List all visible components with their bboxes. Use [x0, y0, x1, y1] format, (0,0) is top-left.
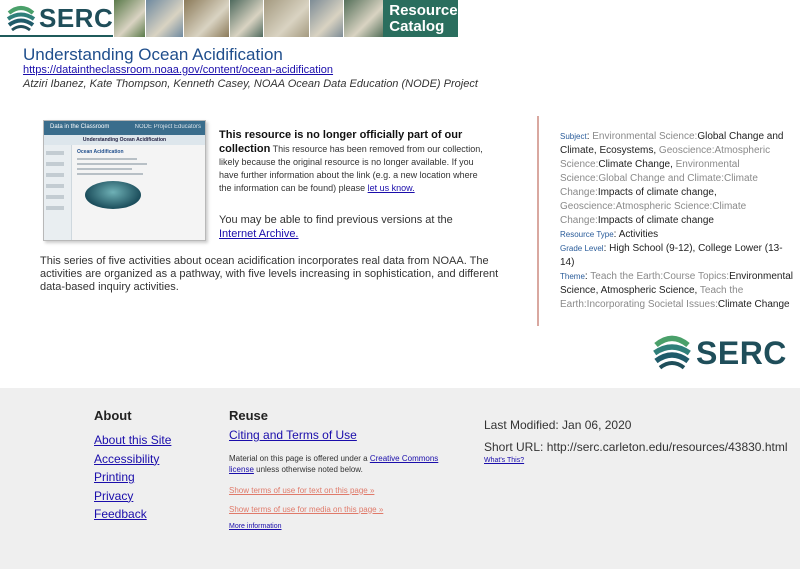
about-link-accessibility[interactable]: Accessibility [94, 451, 160, 466]
banner-photo [183, 0, 229, 37]
metadata-term: Environmental Science: [592, 131, 698, 142]
resource-authors: Atziri Ibanez, Kate Thompson, Kenneth Casey, NOAA Ocean Data Education (NODE) Project [23, 78, 478, 90]
about-link-feedback[interactable]: Feedback [94, 507, 147, 521]
serc-waves-icon [652, 333, 692, 373]
show-media-terms-link[interactable]: Show terms of use for media on this page » [229, 504, 384, 514]
internet-archive-link[interactable]: Internet Archive. [219, 228, 299, 240]
resource-type-row: Resource Type: Activities [560, 229, 659, 240]
resource-metadata [560, 130, 795, 312]
removed-notice [219, 128, 487, 195]
page-footer [0, 388, 800, 569]
thumbnail-heading: Ocean Acidification [77, 149, 124, 155]
serc-logo[interactable] [0, 0, 113, 37]
grade-level-label: Grade Level [560, 244, 604, 253]
theme-row: Theme: Teach the Earth:Course Topics:Environmental Science, Atmospheric Science, Teach the Earth:Incorporating Societal Issues:Climate Change [560, 271, 793, 310]
creative-commons-link[interactable]: Creative Commons license [229, 453, 439, 474]
banner-photo [309, 0, 343, 37]
footer-reuse [229, 408, 464, 530]
show-text-terms-link[interactable]: Show terms of use for text on this page » [229, 485, 375, 495]
thumbnail-content [72, 145, 205, 241]
metadata-term: Global Change and Climate, Ecosystems, [560, 131, 784, 156]
thumbnail-globe-image [85, 181, 141, 209]
grade-level-row: Grade Level: High School (9-12), College Lower (13-14) [560, 243, 783, 268]
metadata-term: Impacts of climate change, [597, 187, 717, 198]
metadata-term: Geoscience:Atmospheric Science:Climate Change: [560, 201, 747, 226]
banner-photo-strip [113, 0, 383, 37]
about-heading: About [94, 408, 132, 423]
resource-title: Understanding Ocean Acidification [23, 45, 283, 64]
whats-this-link[interactable]: What's This? [484, 457, 525, 464]
reuse-heading: Reuse [229, 408, 269, 423]
metadata-term: Climate Change, [598, 159, 676, 170]
last-modified: Last Modified: Jan 06, 2020 [484, 418, 632, 432]
license-text: Material on this page is offered under a [229, 453, 370, 463]
resource-catalog-label[interactable] [383, 0, 457, 37]
resource-description: This series of five activities about ocean acidification incorporates real data from NOAA. The activities are organized as a pathway, with five levels increasing in sophistication, and different data-based inquiry activities. [40, 255, 499, 293]
thumbnail-site-name: Data in the Classroom [50, 124, 110, 130]
about-links [94, 431, 171, 524]
banner-photo [145, 0, 183, 37]
banner-photo [229, 0, 263, 37]
subject-row: Subject: Environmental Science:Global Change and Climate, Ecosystems, Geoscience:Atmospheric Science:Climate Change, Environmental Science:Global Change and Climate:Climate Change:Impacts of climate change, Geoscience:Atmospheric Science:Climate Change:Impacts of climate change [560, 131, 784, 226]
subject-label: Subject [560, 132, 587, 141]
previous-versions [219, 213, 487, 241]
footer-about [94, 408, 171, 524]
resource-type-value: Activities [618, 229, 659, 240]
banner-photo [113, 0, 145, 37]
metadata-term: Environmental Science:Global Change and Climate:Climate Change: [560, 159, 758, 198]
thumbnail-header [44, 121, 205, 135]
thumbnail-body [44, 145, 205, 241]
about-link-about-this-site[interactable]: About this Site [94, 433, 172, 447]
metadata-divider [537, 116, 539, 326]
resource-thumbnail[interactable] [43, 120, 206, 241]
previous-versions-text: You may be able to find previous versions at the [219, 214, 453, 226]
resource-type-label: Resource Type [560, 230, 614, 239]
banner-photo [343, 0, 383, 37]
thumbnail-subheader: Understanding Ocean Acidification [44, 135, 205, 145]
serc-footer-logo[interactable] [652, 333, 787, 373]
let-us-know-link[interactable]: let us know. [367, 183, 415, 193]
about-link-printing[interactable]: Printing [94, 470, 135, 484]
metadata-term: Impacts of climate change [597, 215, 714, 226]
more-information-link[interactable]: More information [229, 522, 282, 530]
license-tail: unless otherwise noted below. [253, 464, 363, 474]
catalog-line-1: Resource [389, 2, 458, 19]
catalog-line-2: Catalog [389, 18, 445, 35]
license-notice [229, 453, 464, 475]
theme-label: Theme [560, 272, 585, 281]
about-link-privacy[interactable]: Privacy [94, 488, 134, 503]
serc-waves-icon [6, 4, 36, 34]
metadata-term: Environmental Science, Atmospheric Science, [560, 271, 793, 296]
metadata-term: Geoscience:Atmospheric Science: [560, 145, 771, 170]
resource-url-link[interactable]: https://dataintheclassroom.noaa.gov/content/ocean-acidification [23, 64, 334, 76]
metadata-term: Teach the Earth:Incorporating Societal Issues: [560, 285, 744, 310]
serc-logo-text: SERC [39, 3, 114, 33]
short-url: Short URL: http://serc.carleton.edu/resources/43830.html [484, 440, 788, 454]
serc-footer-logo-text: SERC [696, 334, 787, 371]
notice-heading: This resource is no longer officially part of our collection [219, 129, 463, 155]
notice-body: This resource has been removed from our collection, likely because the original resource is no longer available. If you have further information about the link (e.g. a new location where the information can be found) please [219, 144, 483, 193]
footer-info [484, 418, 788, 464]
citing-terms-link[interactable]: Citing and Terms of Use [229, 428, 357, 442]
thumbnail-sidebar [44, 145, 72, 241]
site-banner [0, 0, 458, 37]
thumbnail-nav: NODE Project Educators [134, 124, 201, 130]
metadata-term: Climate Change [717, 299, 790, 310]
metadata-term: Teach the Earth:Course Topics: [590, 271, 730, 282]
banner-photo [263, 0, 309, 37]
grade-level-value: High School (9-12), College Lower (13-14) [560, 243, 783, 268]
